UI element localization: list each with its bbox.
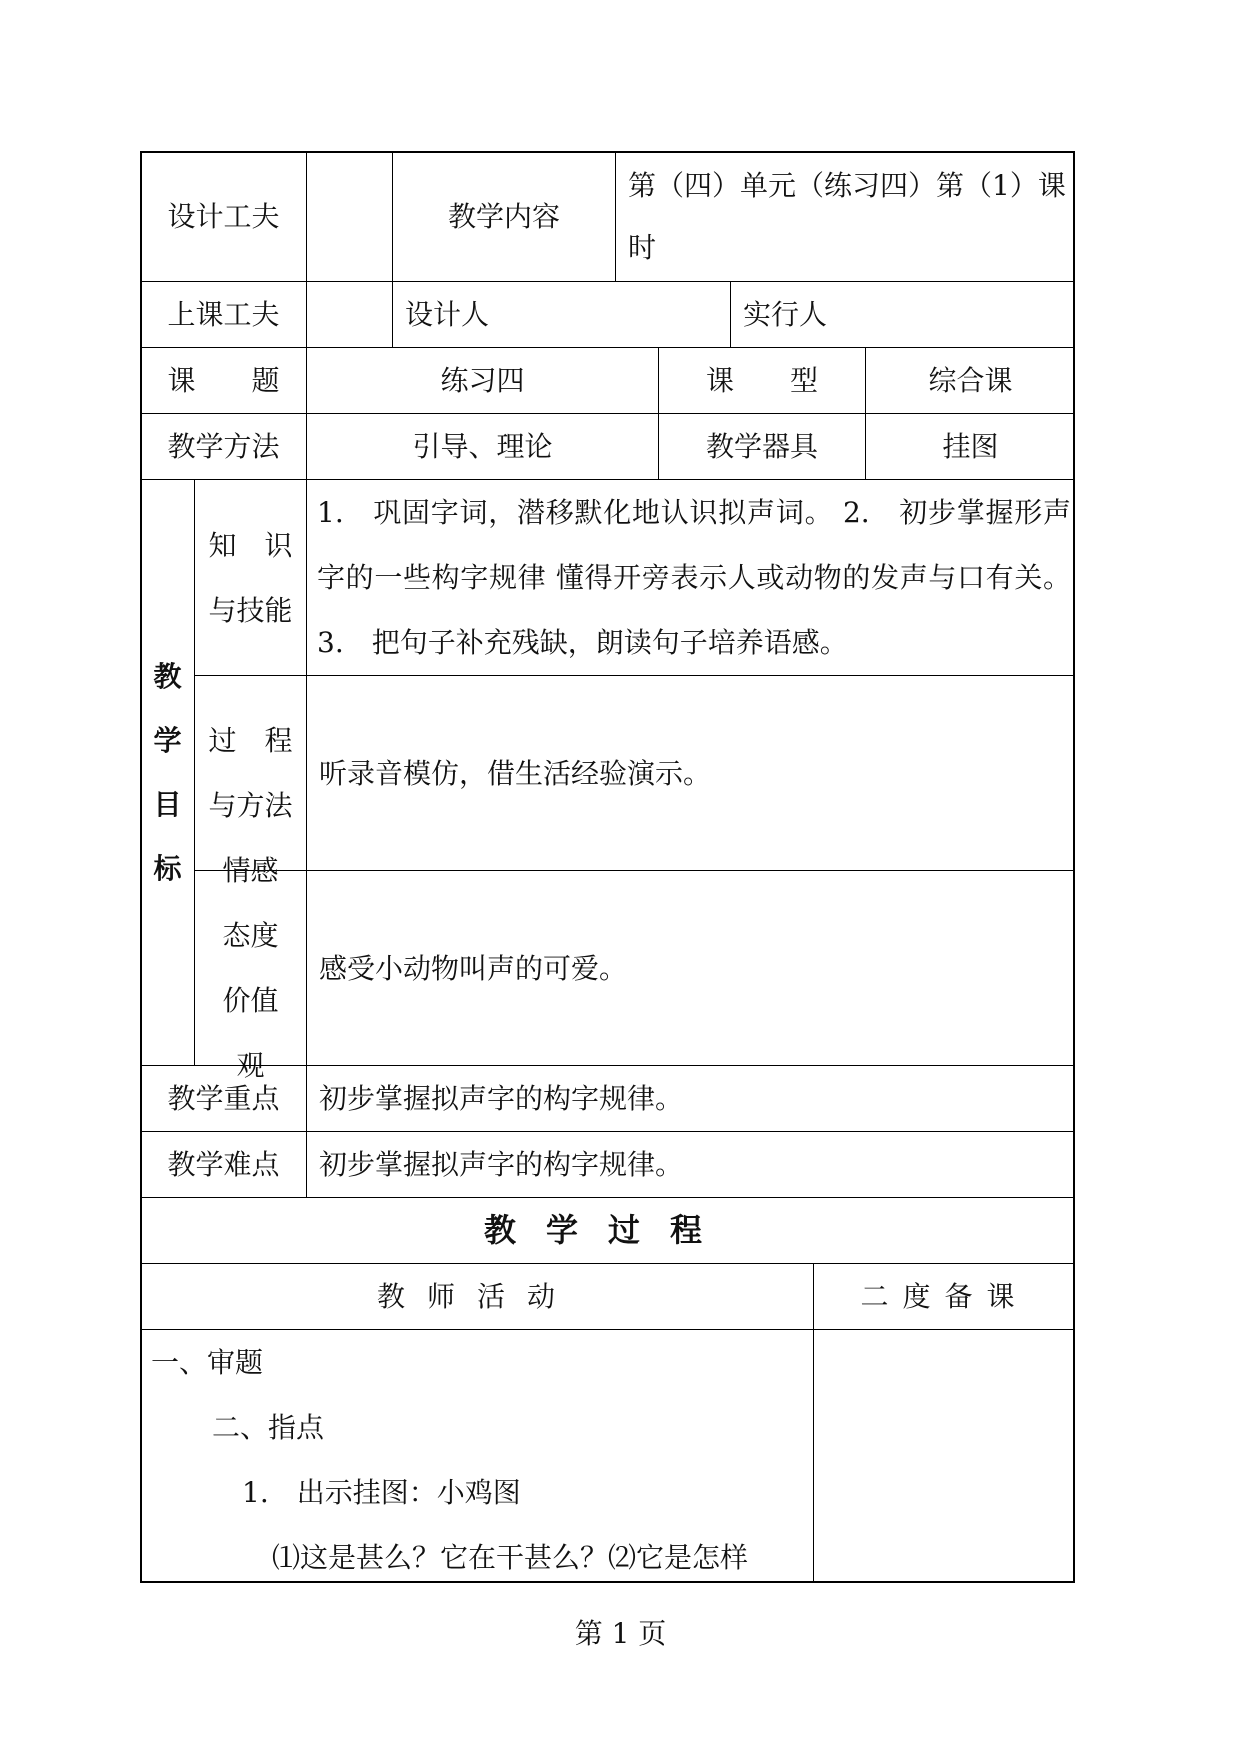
class-time-label-text: 上课工夫: [167, 298, 280, 331]
topic-value-text: 练习四: [440, 364, 525, 397]
content-value-text: 第（四）单元（练习四）第（1）课时: [628, 168, 1066, 264]
emotion-text: [306, 870, 1075, 1065]
page-number: 第 1 页: [574, 1617, 667, 1650]
key-point-text-content: 初步掌握拟声字的构字规律。: [319, 1082, 684, 1115]
topic-label-text: 课 题: [167, 364, 280, 397]
class-time-label: [140, 281, 306, 347]
difficult-point-text-content: 初步掌握拟声字的构字规律。: [319, 1148, 684, 1181]
emotion-text-content: 感受小动物叫声的可爱。: [319, 951, 628, 985]
process-method-text-content: 听录音模仿，借生活经验演示。: [319, 756, 712, 790]
difficult-point-label: [140, 1131, 306, 1197]
executor-field: [730, 281, 1075, 347]
difficult-point-label-text: 教学难点: [167, 1148, 280, 1181]
tools-value: [865, 413, 1075, 479]
design-time-value: [306, 151, 392, 281]
emotion-label-text: 情感态度价值观: [222, 854, 279, 1082]
difficult-point-text: [306, 1131, 1075, 1197]
process-title-text: 教学过程: [483, 1211, 732, 1249]
process-title: [140, 1197, 1075, 1263]
method-value: [306, 413, 658, 479]
type-value-text: 综合课: [928, 364, 1013, 397]
knowledge-text: [306, 479, 1075, 675]
type-label-text: 课 型: [705, 364, 818, 397]
process-line-1: 一、审题: [151, 1346, 264, 1379]
method-label: [140, 413, 306, 479]
designer-field: [392, 281, 730, 347]
teacher-activity-header: [140, 1263, 813, 1329]
process-line-4: ⑴这是甚么？它在干甚么？⑵它是怎样: [272, 1541, 749, 1574]
designer-label: 设计人: [405, 298, 490, 331]
topic-value: [306, 347, 658, 413]
process-line-2: 二、指点: [212, 1411, 325, 1444]
goals-label: [140, 479, 194, 1065]
content-label-text: 教学内容: [447, 200, 560, 233]
content-value: [615, 151, 1075, 281]
key-point-label: [140, 1065, 306, 1131]
key-point-label-text: 教学重点: [167, 1082, 280, 1115]
executor-label: 实行人: [743, 298, 828, 331]
design-time-label-text: 设计工夫: [167, 200, 280, 233]
tools-value-text: 挂图: [942, 430, 999, 463]
teacher-activity-header-text: 教师活动: [376, 1280, 577, 1313]
topic-label: [140, 347, 306, 413]
second-prep-header: [813, 1263, 1075, 1329]
process-method-label-text: 过 程与方法: [208, 724, 293, 822]
goals-label-text: 教学目标: [153, 659, 182, 885]
second-prep-body: [813, 1329, 1075, 1583]
design-time-label: [140, 151, 306, 281]
knowledge-label: [194, 479, 306, 675]
content-label: [392, 151, 615, 281]
knowledge-text-content: 1. 巩固字词，潜移默化地认识拟声词。 2. 初步掌握形声字的一些构字规律 懂得开旁表示人或动物的发声与口有关。3. 把句子补充残缺，朗读句子培养语感。: [317, 496, 1071, 659]
process-method-text: [306, 675, 1075, 870]
second-prep-header-text: 二度备课: [860, 1280, 1029, 1313]
type-label: [658, 347, 865, 413]
method-value-text: 引导、理论: [412, 430, 553, 463]
knowledge-label-text: 知 识与技能: [208, 528, 293, 627]
key-point-text: [306, 1065, 1075, 1131]
method-label-text: 教学方法: [167, 430, 280, 463]
process-line-3: 1. 出示挂图：小鸡图: [242, 1476, 521, 1509]
type-value: [865, 347, 1075, 413]
tools-label: [658, 413, 865, 479]
tools-label-text: 教学器具: [705, 430, 818, 463]
class-time-value: [306, 281, 392, 347]
emotion-label: [194, 854, 306, 1082]
